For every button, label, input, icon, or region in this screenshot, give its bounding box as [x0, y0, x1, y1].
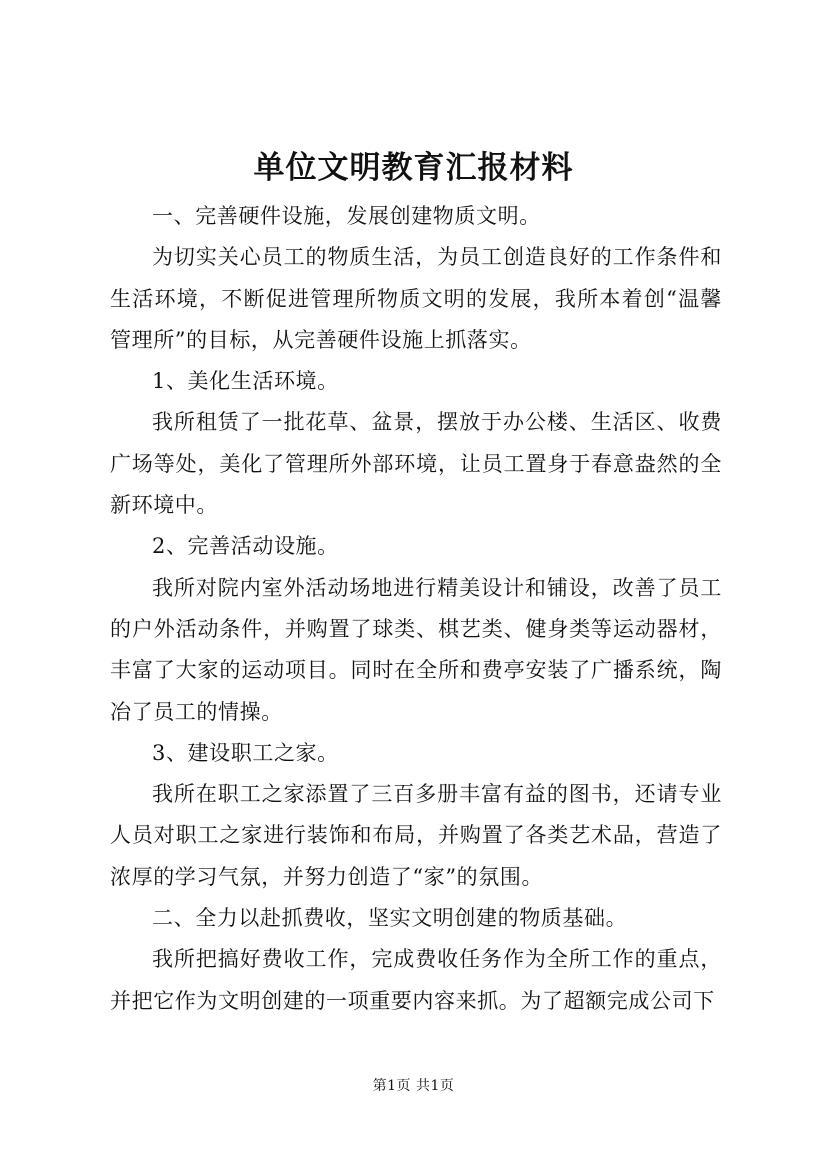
paragraph: 我所租赁了一批花草、盆景，摆放于办公楼、生活区、收费广场等处，美化了管理所外部环境，让员工置身于春意盎然的全新环境中。 [110, 410, 722, 518]
page-number-footer: 第1页 共1页 [372, 1078, 455, 1094]
document-body [110, 196, 722, 1022]
section-heading-1: 一、完善硬件设施，发展创建物质文明。 [152, 204, 541, 228]
subsection-heading-3: 3、建设职工之家。 [152, 740, 339, 765]
document-title: 单位文明教育汇报材料 [253, 150, 574, 186]
subsection-heading-1: 1、美化生活环境。 [152, 369, 339, 394]
paragraph: 为切实关心员工的物质生活，为员工创造良好的工作条件和生活环境，不断促进管理所物质文明的发展，我所本着创“温馨管理所”的目标，从完善硬件设施上抓落实。 [110, 245, 722, 352]
subsection-heading-2: 2、完善活动设施。 [152, 534, 339, 559]
section-heading-2: 二、全力以赴抓费收，坚实文明创建的物质基础。 [152, 906, 628, 931]
paragraph: 我所在职工之家添置了三百多册丰富有益的图书，还请专业人员对职工之家进行装饰和布局，并购置了各类艺术品，营造了浓厚的学习气氛，并努力创造了“家”的氛围。 [110, 782, 722, 889]
paragraph: 我所把搞好费收工作，完成费收任务作为全所工作的重点，并把它作为文明创建的一项重要内容来抓。为了超额完成公司下 [110, 947, 722, 1013]
paragraph: 我所对院内室外活动场地进行精美设计和铺设，改善了员工的户外活动条件，并购置了球类、棋艺类、健身类等运动器材，丰富了大家的运动项目。同时在全所和费亭安装了广播系统，陶冶了员工的情操。 [110, 575, 722, 724]
